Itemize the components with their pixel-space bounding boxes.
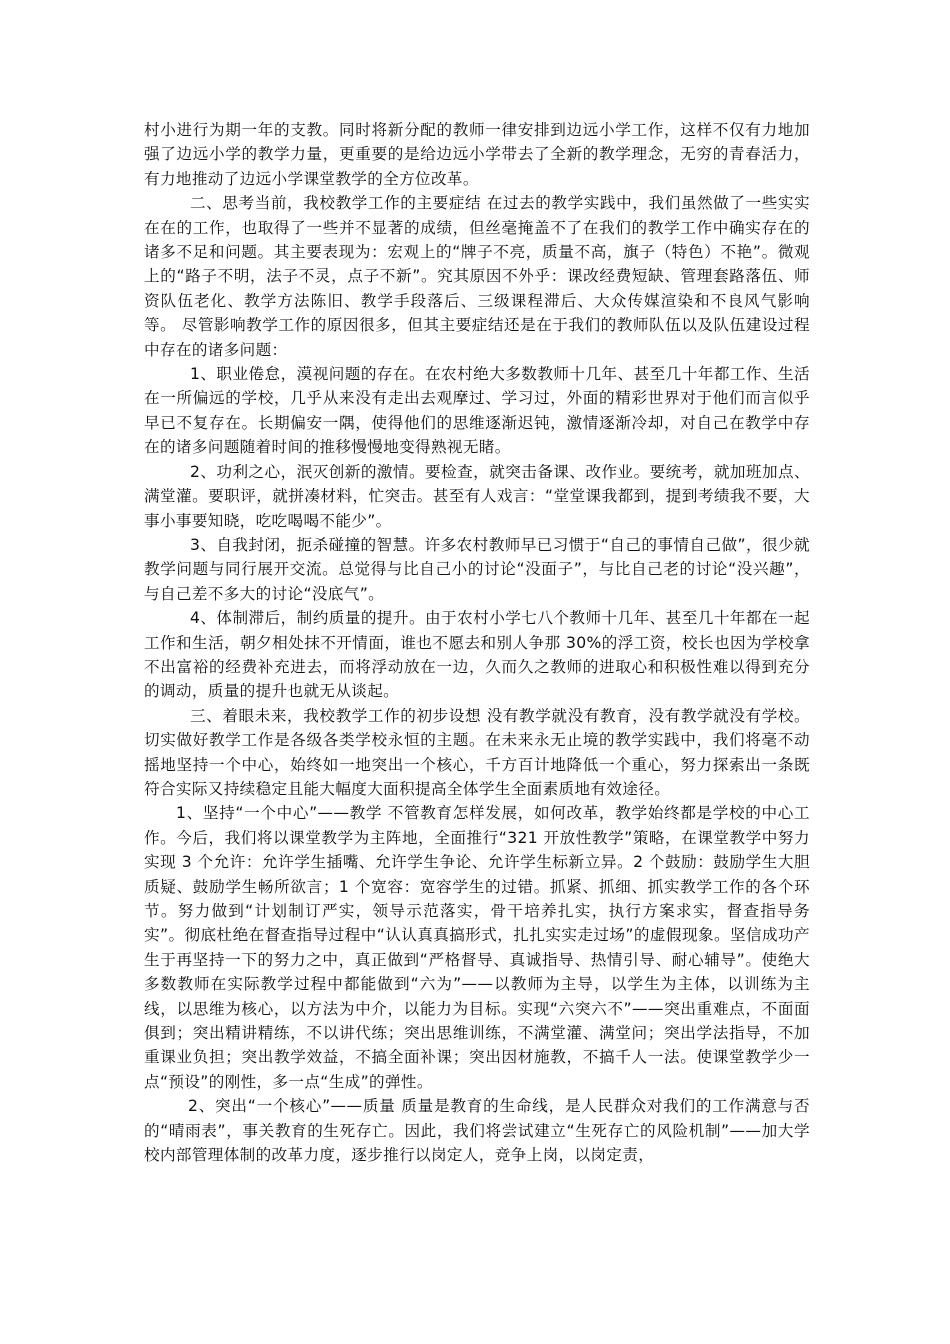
paragraph-point-2: 2、功利之心，泯灭创新的激情。要检查，就突击备课、改作业。要统考，就加班加点、满堂灌。要职评，就拼凑材料，忙突击。甚至有人戏言：“堂堂课我都到，提到考绩我不要，大事小事要知晓，吃吃喝喝不能少”。 — [144, 462, 810, 530]
paragraph-point-1: 1、职业倦怠，漠视问题的存在。在农村绝大多数教师十几年、甚至几十年都工作、生活在一所偏远的学校，几乎从来没有走出去观摩过、学习过，外面的精彩世界对于他们而言似乎早已不复存在。长期偏安一隅，使得他们的思维逐渐迟钝，激情逐渐冷却，对自己在教学中存在的诸多问题随着时间的推移慢慢地变得熟视无睹。 — [144, 365, 810, 457]
paragraph-section-two: 二、思考当前，我校教学工作的主要症结 在过去的教学实践中，我们虽然做了一些实实在在的工作，也取得了一些并不显著的成绩，但丝毫掩盖不了在我们的教学工作中确实存在的诸多不足和问题。其主要表现为：宏观上的“牌子不亮，质量不高，旗子（特色）不艳”。微观上的“路子不明，法子不灵，点子不新”。究其原因不外乎：课改经费短缺、管理套路落伍、师资队伍老化、教学方法陈旧、教学手段落后、三级课程滞后、大众传媒渲染和不良风气影响等。 尽管影响教学工作的原因很多，但其主要症结还是在于我们的教师队伍以及队伍建设过程中存在的诸多问题： — [144, 194, 810, 359]
document-body — [144, 118, 810, 1167]
paragraph-point-3: 3、自我封闭，扼杀碰撞的智慧。许多农村教师早已习惯于“自己的事情自己做”，很少就教学问题与同行展开交流。总觉得与比自己小的讨论“没面子”，与比自己老的讨论“没兴趣”，与自己差不多大的讨论“没底气”。 — [144, 535, 810, 603]
paragraph-section-three: 三、着眼未来，我校教学工作的初步设想 没有教学就没有教育，没有教学就没有学校。切实做好教学工作是各级各类学校永恒的主题。在未来永无止境的教学实践中，我们将毫不动摇地坚持一个中心，始终如一地突出一个核心，千方百计地降低一个重心，努力探索出一条既符合实际又持续稳定且能大幅度大面积提高全体学生全面素质地有效途径。 — [144, 706, 810, 798]
paragraph-continuation: 村小进行为期一年的支教。同时将新分配的教师一律安排到边远小学工作，这样不仅有力地加强了边远小学的教学力量，更重要的是给边远小学带去了全新的教学理念，无穷的青春活力，有力地推动了边远小学课堂教学的全方位改革。 — [144, 121, 810, 188]
paragraph-point-4: 4、体制滞后，制约质量的提升。由于农村小学七八个教师十几年、甚至几十年都在一起工作和生活，朝夕相处抹不开情面，谁也不愿去和别人争那 30%的浮工资，校长也因为学校拿不出富裕的经费补充进去，而将浮动放在一边，久而久之教师的进取心和积极性难以得到充分的调动，质量的提升也就无从谈起。 — [144, 609, 810, 701]
paragraph-center-teaching: 1、坚持“一个中心”——教学 不管教育怎样发展，如何改革，教学始终都是学校的中心工作。今后，我们将以课堂教学为主阵地，全面推行“321 开放性教学”策略，在课堂教学中努力实现 3 个允许：允许学生插嘴、允许学生争论、允许学生标新立异。2 个鼓励：鼓励学生大胆质疑、鼓励学生畅所欲言；1 个宽容：宽容学生的过错。抓紧、抓细、抓实教学工作的各个环节。努力做到“计划制订严实，领导示范落实，骨干培养扎实，执行方案求实，督查指导务实”。彻底杜绝在督查指导过程中“认认真真搞形式，扎扎实实走过场”的虚假现象。坚信成功产生于再坚持一下的努力之中，真正做到“严格督导、真诚指导、热情引导、耐心辅导”。使绝大多数教师在实际教学过程中都能做到“六为”——以教师为主导，以学生为主体，以训练为主线，以思维为核心，以方法为中介，以能力为目标。实现“六突六不”——突出重难点，不面面俱到；突出精讲精练，不以讲代练；突出思维训练，不满堂灌、满堂问；突出学法指导，不加重课业负担；突出教学效益，不搞全面补课；突出因材施教，不搞千人一法。使课堂教学少一点“预设”的刚性，多一点“生成”的弹性。 — [144, 804, 810, 1091]
paragraph-core-quality: 2、突出“一个核心”——质量 质量是教育的生命线，是人民群众对我们的工作满意与否的“晴雨表”，事关教育的生死存亡。因此，我们将尝试建立“生死存亡的风险机制”——加大学校内部管理体制的改革力度，逐步推行以岗定人，竞争上岗，以岗定责， — [144, 1097, 810, 1165]
